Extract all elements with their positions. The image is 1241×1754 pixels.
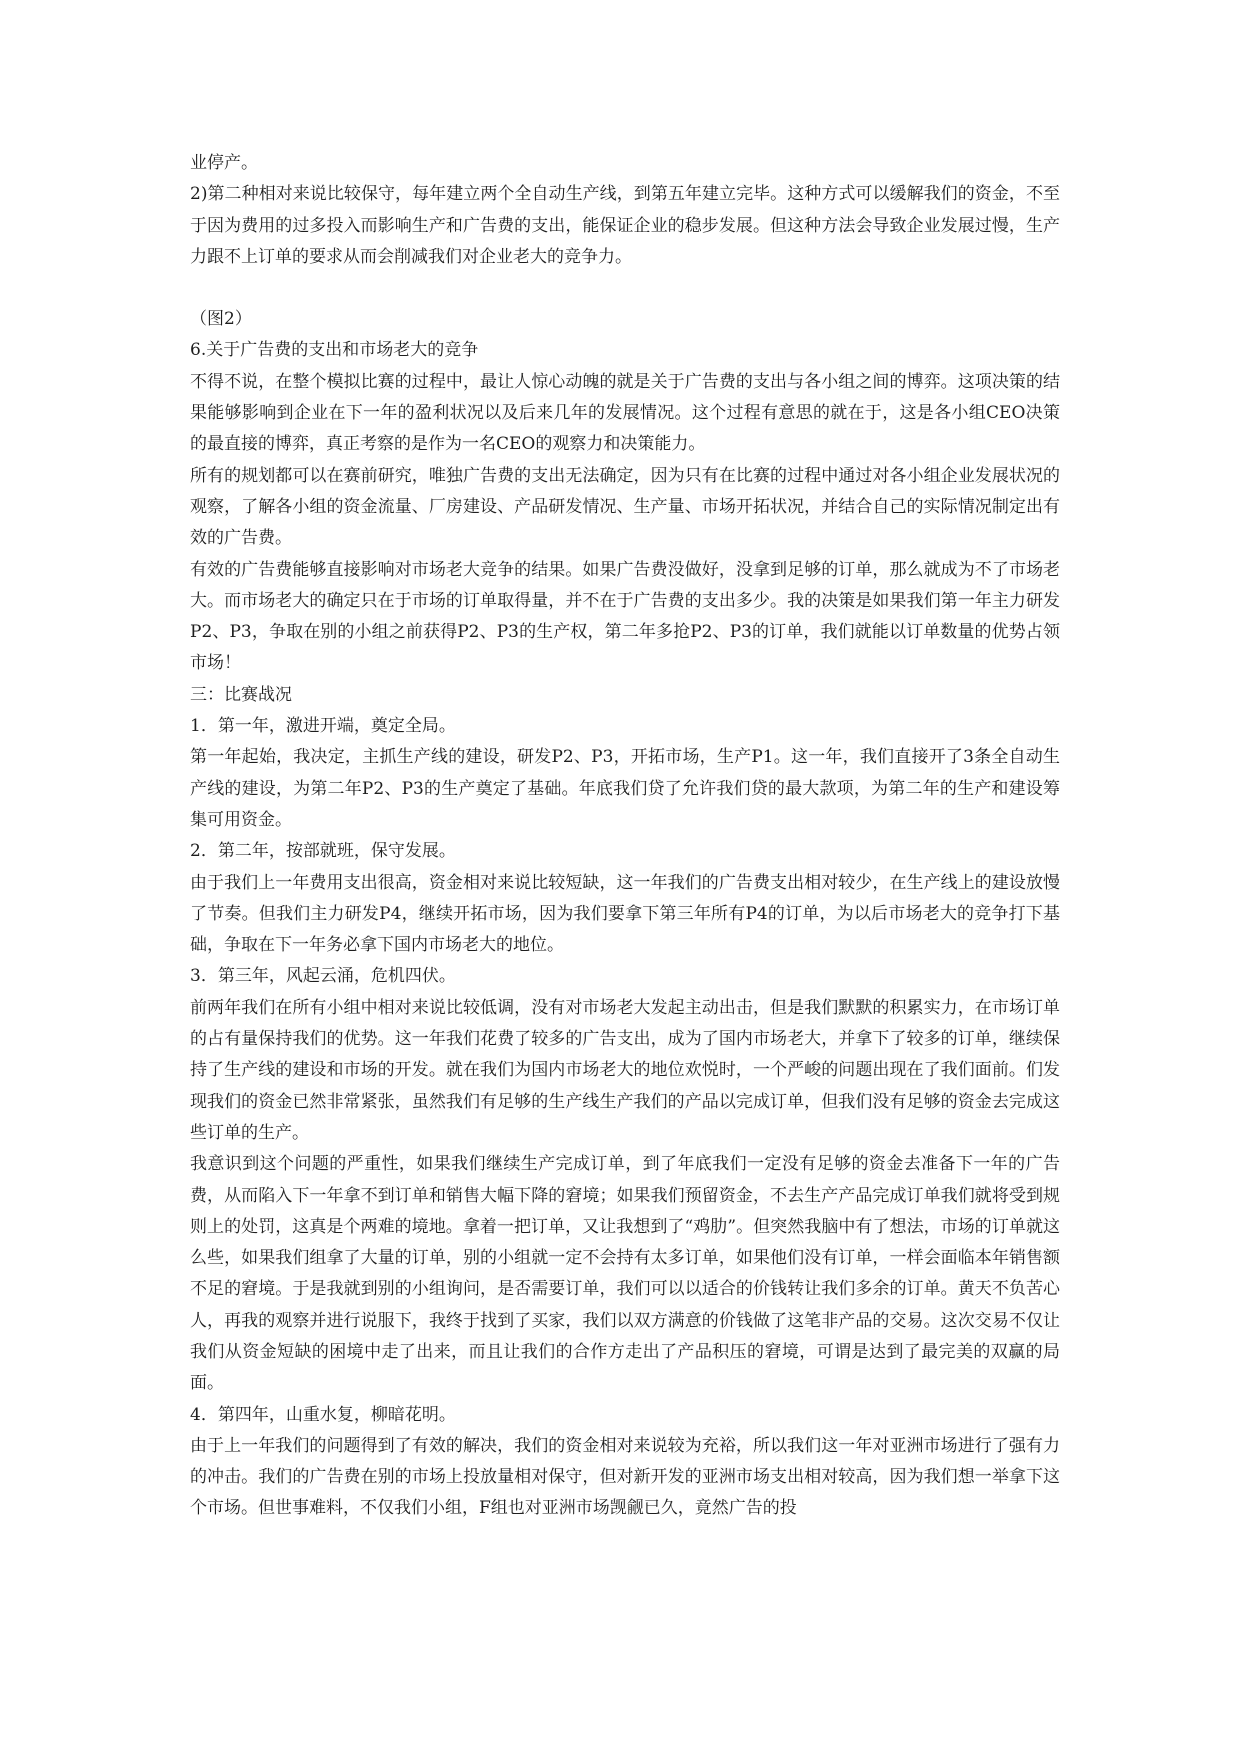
- section-heading-ad-spend: 6.关于广告费的支出和市场老大的竞争: [190, 340, 479, 361]
- paragraph-option-2: 2)第二种相对来说比较保守，每年建立两个全自动生产线，到第五年建立完毕。这种方式可以缓解我们的资金，不至于因为费用的过多投入而影响生产和广告费的支出，能保证企业的稳步发展。但这种方法会导致企业发展过慢，生产力跟不上订单的要求从而会削减我们对企业老大的竞争力。: [190, 184, 1060, 267]
- year-heading-4: 4．第四年，山重水复，柳暗花明。: [190, 1404, 456, 1425]
- paragraph-gap: [190, 273, 1060, 304]
- paragraph-year-4: 由于上一年我们的问题得到了有效的解决，我们的资金相对来说较为充裕，所以我们这一年对亚洲市场进行了强有力的冲击。我们的广告费在别的市场上投放量相对保守，但对新开发的亚洲市场支出相对较高，因为我们想一举拿下这个市场。但世事难料，不仅我们小组，F组也对亚洲市场觊觎已久，竟然广告的投: [190, 1435, 1060, 1519]
- paragraph-effective-ads: 有效的广告费能够直接影响对市场老大竞争的结果。如果广告费没做好，没拿到足够的订单，那么就成为不了市场老大。而市场老大的确定只在于市场的订单取得量，并不在于广告费的支出多少。我的决策是如果我们第一年主力研发P2、P3，争取在别的小组之前获得P2、P3的生产权，第二年多抢P2、P3的订单，我们就能以订单数量的优势占领市场！: [190, 559, 1060, 674]
- paragraph-stop-production: 业停产。: [190, 153, 258, 173]
- paragraph-year-2: 由于我们上一年费用支出很高，资金相对来说比较短缺，这一年我们的广告费支出相对较少，在生产线上的建设放慢了节奏。但我们主力研发P4，继续开拓市场，因为我们要拿下第三年所有P4的订单，为以后市场老大的竞争打下基础，争取在下一年务必拿下国内市场老大的地位。: [190, 872, 1060, 956]
- year-heading-2: 2．第二年，按部就班，保守发展。: [190, 841, 456, 862]
- document-page: [190, 148, 1060, 1525]
- paragraph-ad-game: 不得不说，在整个模拟比赛的过程中，最让人惊心动魄的就是关于广告费的支出与各小组之间的博弈。这项决策的结果能够影响到企业在下一年的盈利状况以及后来几年的发展情况。这个过程有意思的就在于，这是各小组CEO决策的最直接的博弈，真正考察的是作为一名CEO的观察力和决策能力。: [190, 371, 1060, 455]
- figure-caption: （图2）: [190, 309, 252, 330]
- section-heading-results: 三：比赛战况: [190, 684, 292, 705]
- paragraph-year-3-solution: 我意识到这个问题的严重性，如果我们继续生产完成订单，到了年底我们一定没有足够的资金去准备下一年的广告费，从而陷入下一年拿不到订单和销售大幅下降的窘境；如果我们预留资金，不去生产产品完成订单我们就将受到规则上的处罚，这真是个两难的境地。拿着一把订单，又让我想到了“鸡肋”。但突然我脑中有了想法，市场的订单就这么些，如果我们组拿了大量的订单，别的小组就一定不会持有太多订单，如果他们没有订单，一样会面临本年销售额不足的窘境。于是我就到别的小组询问，是否需要订单，我们可以以适合的价钱转让我们多余的订单。黄天不负苦心人，再我的观察并进行说服下，我终于找到了买家，我们以双方满意的价钱做了这笔非产品的交易。这次交易不仅让我们从资金短缺的困境中走了出来，而且让我们的合作方走出了产品积压的窘境，可谓是达到了最完美的双赢的局面。: [190, 1154, 1060, 1394]
- paragraph-year-1: 第一年起始，我决定，主抓生产线的建设，研发P2、P3，开拓市场，生产P1。这一年，我们直接开了3条全自动生产线的建设，为第二年P2、P3的生产奠定了基础。年底我们贷了允许我们贷的最大款项，为第二年的生产和建设筹集可用资金。: [190, 747, 1060, 830]
- year-heading-1: 1．第一年，激进开端，奠定全局。: [190, 716, 456, 737]
- paragraph-year-3: 前两年我们在所有小组中相对来说比较低调，没有对市场老大发起主动出击，但是我们默默的积累实力，在市场订单的占有量保持我们的优势。这一年我们花费了较多的广告支出，成为了国内市场老大，并拿下了较多的订单，继续保持了生产线的建设和市场的开发。就在我们为国内市场老大的地位欢悦时，一个严峻的问题出现在了我们面前。们发现我们的资金已然非常紧张，虽然我们有足够的生产线生产我们的产品以完成订单，但我们没有足够的资金去完成这些订单的生产。: [190, 997, 1060, 1143]
- paragraph-planning: 所有的规划都可以在赛前研究，唯独广告费的支出无法确定，因为只有在比赛的过程中通过对各小组企业发展状况的观察，了解各小组的资金流量、厂房建设、产品研发情况、生产量、市场开拓状况，并结合自己的实际情况制定出有效的广告费。: [190, 465, 1060, 549]
- year-heading-3: 3．第三年，风起云涌，危机四伏。: [190, 966, 456, 987]
